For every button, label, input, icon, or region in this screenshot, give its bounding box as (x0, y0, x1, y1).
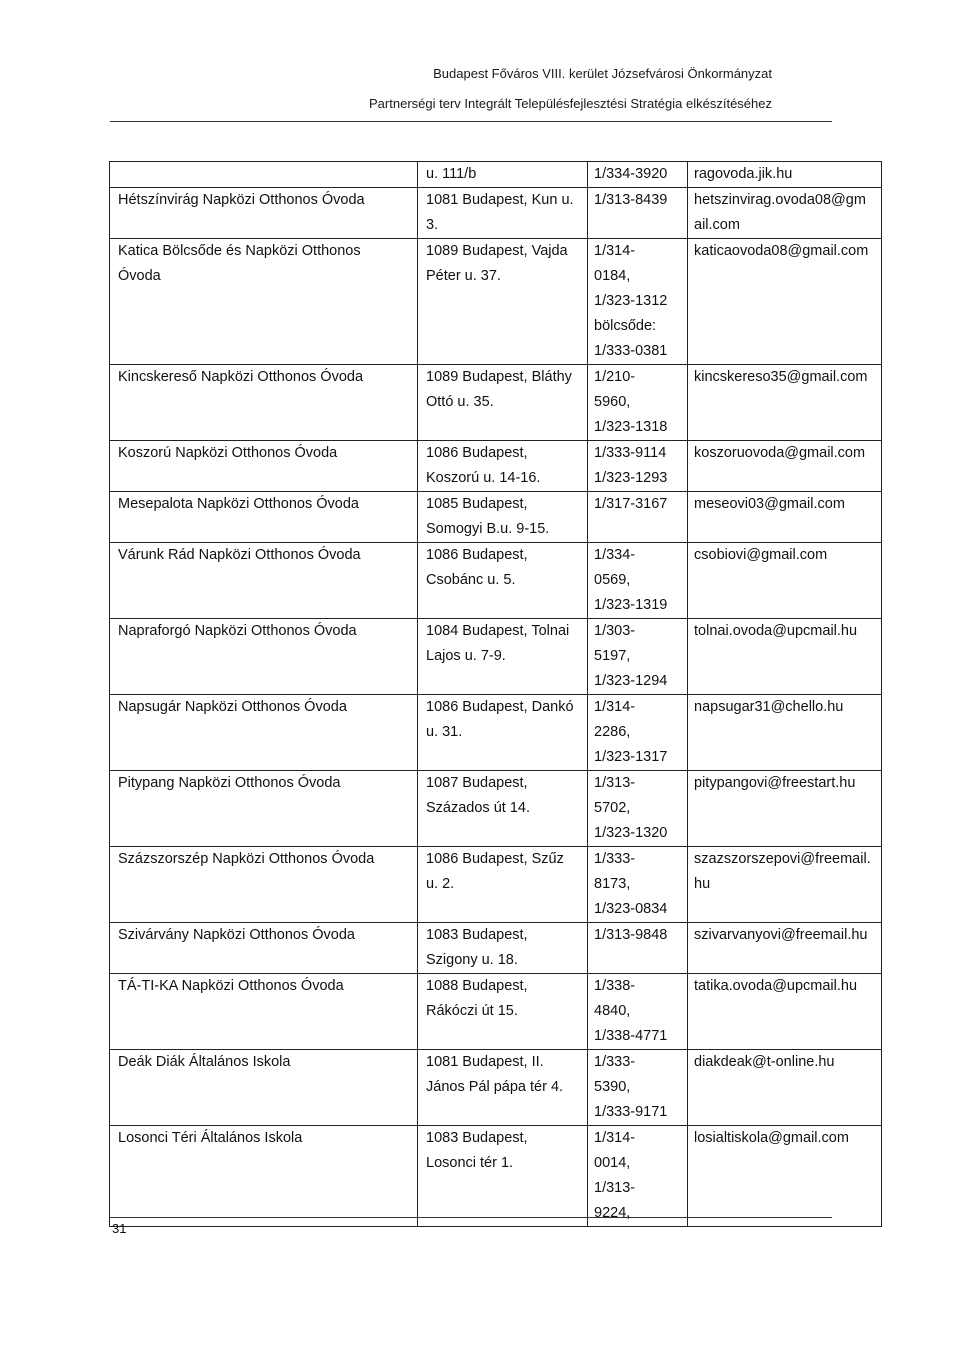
table-row (110, 695, 882, 771)
institution-address: 1086 Budapest, Dankó u. 31. (418, 695, 588, 771)
institution-email: ragovoda.jik.hu (688, 162, 882, 188)
institution-table (109, 161, 882, 1227)
institution-phone: 1/333-9114 1/323-1293 (588, 441, 688, 492)
institution-phone: 1/313-9848 (588, 923, 688, 974)
institution-address: 1081 Budapest, Kun u. 3. (418, 188, 588, 239)
header-municipality: Budapest Főváros VIII. kerület Józsefvárosi Önkormányzat (433, 66, 772, 81)
institution-address: 1084 Budapest, Tolnai Lajos u. 7-9. (418, 619, 588, 695)
institution-phone: 1/334-3920 (588, 162, 688, 188)
institution-name: Kincskereső Napközi Otthonos Óvoda (110, 365, 418, 441)
institution-address: 1086 Budapest, Csobánc u. 5. (418, 543, 588, 619)
institution-name (110, 162, 418, 188)
institution-name: Napsugár Napközi Otthonos Óvoda (110, 695, 418, 771)
institution-phone: 1/303- 5197, 1/323-1294 (588, 619, 688, 695)
institution-email: tolnai.ovoda@upcmail.hu (688, 619, 882, 695)
institution-phone: 1/334- 0569, 1/323-1319 (588, 543, 688, 619)
table-row (110, 162, 882, 188)
institution-phone: 1/314- 0184, 1/323-1312 bölcsőde: 1/333-0381 (588, 239, 688, 365)
institution-address: 1086 Budapest, Szűz u. 2. (418, 847, 588, 923)
institution-name: Százszorszép Napközi Otthonos Óvoda (110, 847, 418, 923)
table-row (110, 188, 882, 239)
institution-phone: 1/313-8439 (588, 188, 688, 239)
table-row (110, 1126, 882, 1227)
table-row (110, 239, 882, 365)
table-row (110, 923, 882, 974)
table-row (110, 974, 882, 1050)
institution-name: TÁ-TI-KA Napközi Otthonos Óvoda (110, 974, 418, 1050)
institution-name: Mesepalota Napközi Otthonos Óvoda (110, 492, 418, 543)
institution-email: tatika.ovoda@upcmail.hu (688, 974, 882, 1050)
institution-name: Várunk Rád Napközi Otthonos Óvoda (110, 543, 418, 619)
header-divider (110, 121, 832, 122)
institution-email: meseovi03@gmail.com (688, 492, 882, 543)
header-document-title: Partnerségi terv Integrált Településfejlesztési Stratégia elkészítéséhez (369, 96, 772, 111)
institution-email: szivarvanyovi@freemail.hu (688, 923, 882, 974)
table-row (110, 771, 882, 847)
institution-email: koszoruovoda@gmail.com (688, 441, 882, 492)
institution-email: losialtiskola@gmail.com (688, 1126, 882, 1227)
institution-address: 1083 Budapest, Szigony u. 18. (418, 923, 588, 974)
footer-divider (110, 1217, 832, 1218)
institution-name: Deák Diák Általános Iskola (110, 1050, 418, 1126)
table-row (110, 1050, 882, 1126)
institution-address: 1085 Budapest, Somogyi B.u. 9-15. (418, 492, 588, 543)
table-row (110, 365, 882, 441)
table-row (110, 543, 882, 619)
table-row (110, 619, 882, 695)
institution-name: Hétszínvirág Napközi Otthonos Óvoda (110, 188, 418, 239)
institution-name: Napraforgó Napközi Otthonos Óvoda (110, 619, 418, 695)
institution-email: pitypangovi@freestart.hu (688, 771, 882, 847)
institution-phone: 1/314- 2286, 1/323-1317 (588, 695, 688, 771)
institution-email: szazszorszepovi@freemail. hu (688, 847, 882, 923)
institution-address: 1088 Budapest, Rákóczi út 15. (418, 974, 588, 1050)
institution-address: 1087 Budapest, Százados út 14. (418, 771, 588, 847)
table-row (110, 847, 882, 923)
institution-name: Szivárvány Napközi Otthonos Óvoda (110, 923, 418, 974)
institution-address: 1089 Budapest, Bláthy Ottó u. 35. (418, 365, 588, 441)
institution-phone: 1/210- 5960, 1/323-1318 (588, 365, 688, 441)
table-row (110, 492, 882, 543)
institution-phone: 1/314- 0014, 1/313- 9224, (588, 1126, 688, 1227)
institution-phone: 1/333- 8173, 1/323-0834 (588, 847, 688, 923)
page-number: 31 (112, 1221, 127, 1236)
institution-address: u. 111/b (418, 162, 588, 188)
institution-phone: 1/313- 5702, 1/323-1320 (588, 771, 688, 847)
institution-name: Koszorú Napközi Otthonos Óvoda (110, 441, 418, 492)
institution-email: diakdeak@t-online.hu (688, 1050, 882, 1126)
institution-address: 1081 Budapest, II. János Pál pápa tér 4. (418, 1050, 588, 1126)
institution-email: napsugar31@chello.hu (688, 695, 882, 771)
institution-phone: 1/338- 4840, 1/338-4771 (588, 974, 688, 1050)
institution-email: katicaovoda08@gmail.com (688, 239, 882, 365)
institution-address: 1083 Budapest, Losonci tér 1. (418, 1126, 588, 1227)
institution-email: hetszinvirag.ovoda08@gm ail.com (688, 188, 882, 239)
institution-name: Katica Bölcsőde és Napközi Otthonos Óvoda (110, 239, 418, 365)
institution-address: 1089 Budapest, Vajda Péter u. 37. (418, 239, 588, 365)
institution-email: csobiovi@gmail.com (688, 543, 882, 619)
table-row (110, 441, 882, 492)
institution-name: Pitypang Napközi Otthonos Óvoda (110, 771, 418, 847)
institution-name: Losonci Téri Általános Iskola (110, 1126, 418, 1227)
institution-phone: 1/317-3167 (588, 492, 688, 543)
institution-phone: 1/333- 5390, 1/333-9171 (588, 1050, 688, 1126)
institution-address: 1086 Budapest, Koszorú u. 14-16. (418, 441, 588, 492)
institution-email: kincskereso35@gmail.com (688, 365, 882, 441)
